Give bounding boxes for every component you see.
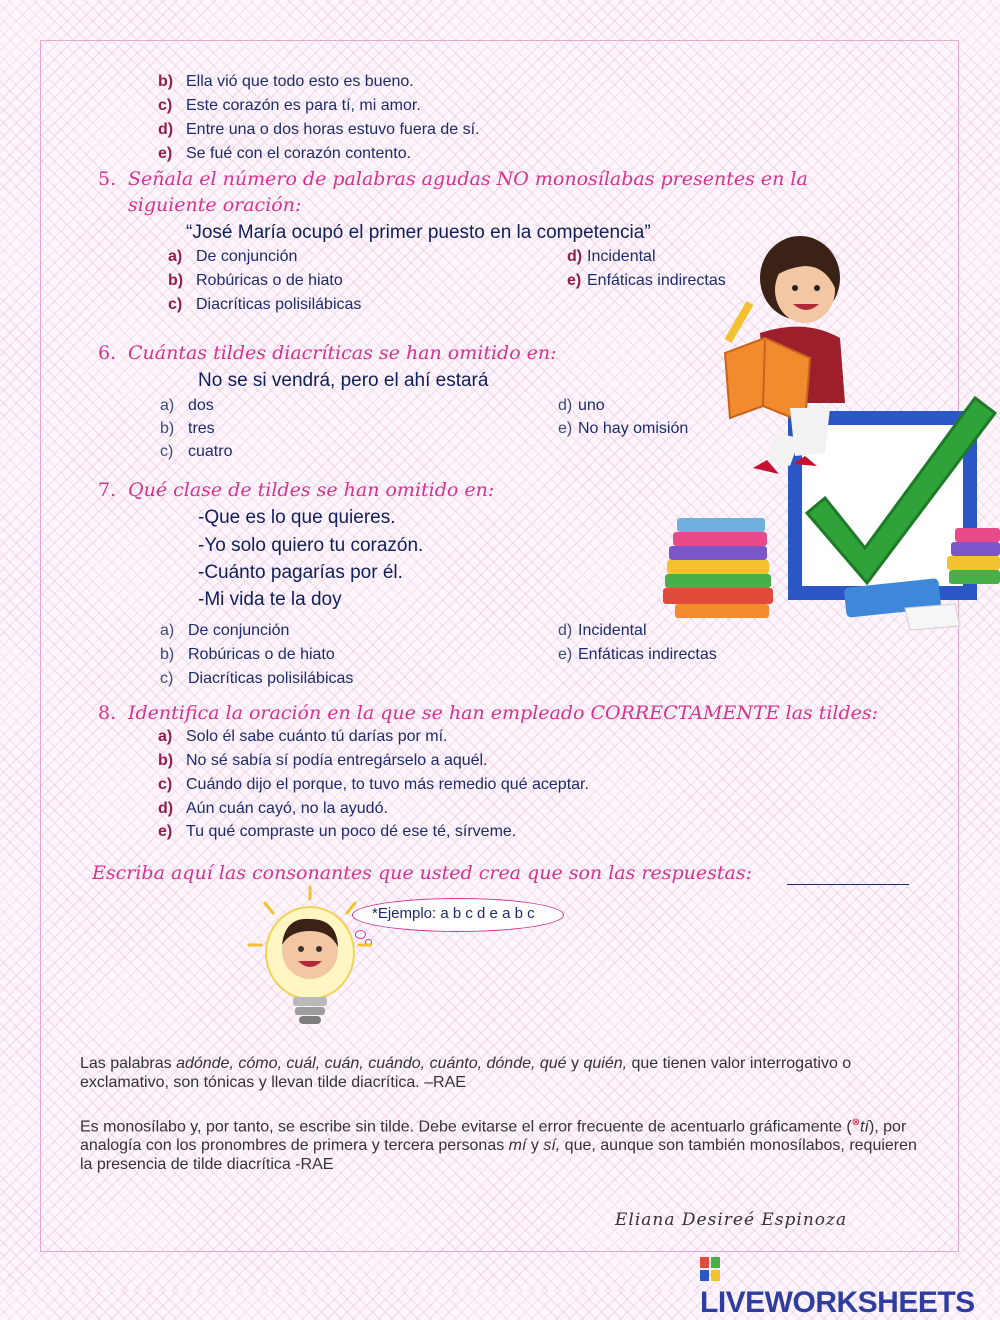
q5-option-c[interactable]: c) Diacríticas polisilábicas <box>168 296 362 313</box>
q7-sentence-4: -Mi vida te la doy <box>198 589 342 610</box>
q4-option-d[interactable]: d) Entre una o dos horas estuvo fuera de sí. <box>158 121 480 138</box>
q8-option-b[interactable]: b) No sé sabía sí podía entregárselo a aquél. <box>158 752 488 769</box>
q5-title-line2: siguiente oración: <box>128 194 302 216</box>
q6-sentence: No se si vendrá, pero el ahí estará <box>198 370 489 391</box>
teacher-avatar-illustration <box>655 228 1000 648</box>
q4-option-e[interactable]: e) Se fué con el corazón contento. <box>158 145 412 162</box>
liveworksheets-logo-icon <box>700 1257 722 1283</box>
liveworksheets-logo[interactable]: LIVEWORKSHEETS <box>700 1252 1000 1320</box>
q5-title: 5. Señala el número de palabras agudas NO monosílabas presentes en la <box>98 168 808 190</box>
answer-input[interactable] <box>787 860 909 885</box>
lightbulb-icon <box>245 885 375 1035</box>
q7-sentence-3: -Cuánto pagarías por él. <box>198 562 403 583</box>
q5-option-b[interactable]: b) Robúricas o de hiato <box>168 272 343 289</box>
q7-sentence-1: -Que es lo que quieres. <box>198 507 396 528</box>
q6-option-d[interactable]: d) uno <box>558 397 605 414</box>
q7-title: 7. Qué clase de tildes se han omitido en: <box>98 479 495 501</box>
q7-option-b[interactable]: b) Robúricas o de hiato <box>160 646 335 663</box>
q6-title: 6. Cuántas tildes diacríticas se han omitido en: <box>98 342 557 364</box>
rae-note-1: Las palabras adónde, cómo, cuál, cuán, cuándo, cuánto, dónde, qué y quién, que tienen valor interrogativo o exclamativo, son tónicas y llevan tilde diacrítica. –RAE <box>80 1055 852 1091</box>
author-signature: Eliana Desireé Espinoza <box>615 1210 848 1230</box>
q6-option-e[interactable]: e) No hay omisión <box>558 420 689 437</box>
q8-option-d[interactable]: d) Aún cuán cayó, no la ayudó. <box>158 800 388 817</box>
q7-option-e[interactable]: e) Enfáticas indirectas <box>558 646 717 663</box>
q4-option-b[interactable]: b) Ella vió que todo esto es bueno. <box>158 73 414 90</box>
q6-option-c[interactable]: c) cuatro <box>160 443 233 460</box>
q5-option-a[interactable]: a) De conjunción <box>168 248 298 265</box>
q6-option-a[interactable]: a) dos <box>160 397 214 414</box>
q8-option-a[interactable]: a) Solo él sabe cuánto tú darías por mí. <box>158 728 448 745</box>
q5-option-e[interactable]: e) Enfáticas indirectas <box>567 272 726 289</box>
books-stack-left-icon <box>663 518 773 618</box>
incorrect-mark-icon: ⊗ <box>851 1117 861 1128</box>
q8-option-c[interactable]: c) Cuándo dijo el porque, to tuvo más remedio qué aceptar. <box>158 776 589 793</box>
answer-prompt: Escriba aquí las consonantes que usted crea que son las respuestas: <box>92 862 752 884</box>
example-text: *Ejemplo: a b c d e a b c <box>372 905 535 922</box>
q6-option-b[interactable]: b) tres <box>160 420 215 437</box>
q7-option-c[interactable]: c) Diacríticas polisilábicas <box>160 670 354 687</box>
q7-option-a[interactable]: a) De conjunción <box>160 622 290 639</box>
q7-sentence-2: -Yo solo quiero tu corazón. <box>198 535 424 556</box>
q5-option-d[interactable]: d) Incidental <box>567 248 656 265</box>
q8-option-e[interactable]: e) Tu qué compraste un poco dé ese té, sírveme. <box>158 823 517 840</box>
rae-note-2: Es monosílabo y, por tanto, se escribe sin tilde. Debe evitarse el error frecuente de acentuarlo gráficamente (⊗tí), por analogía con los pronombres de primera y tercera personas mí y sí, que, aunque son también monosílabos, requieren la presencia de tilde diacrítica -RAE <box>80 1113 920 1174</box>
q7-option-d[interactable]: d) Incidental <box>558 622 647 639</box>
q4-option-c[interactable]: c) Este corazón es para tí, mi amor. <box>158 97 421 114</box>
q5-sentence: “José María ocupó el primer puesto en la competencia” <box>186 222 651 243</box>
q8-title: 8. Identifica la oración en la que se han empleado CORRECTAMENTE las tildes: <box>98 702 879 724</box>
